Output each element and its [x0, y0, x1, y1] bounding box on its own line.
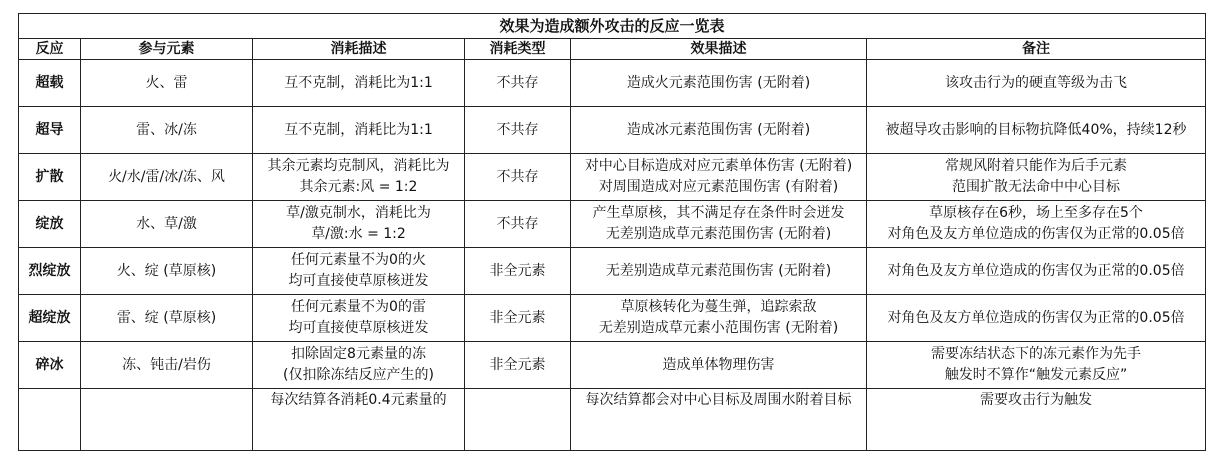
reaction-elements: 雷、绽 (草原核)	[81, 295, 253, 342]
note-line: 需要攻击行为触发	[980, 392, 1093, 408]
reaction-elements: 雷、冰/冻	[81, 107, 253, 154]
consume-type: 非全元素	[465, 295, 571, 342]
header-consume: 消耗描述	[253, 39, 465, 60]
table-row	[19, 154, 1206, 201]
consume-description-line: 任何元素量不为0的雷	[291, 299, 426, 315]
note	[867, 154, 1206, 201]
reaction-table	[18, 13, 1206, 451]
note	[867, 60, 1206, 107]
consume-type: 非全元素	[465, 342, 571, 389]
note-line: 草原核存在6秒，场上至多存在5个	[929, 205, 1143, 221]
note-line: 该攻击行为的硬直等级为击飞	[945, 74, 1128, 91]
effect-description-line: 产生草原核，其不满足存在条件时会迸发	[592, 205, 845, 221]
reaction-elements: 水、草/激	[81, 201, 253, 248]
consume-description	[253, 342, 465, 389]
reaction-name: 超载	[19, 60, 81, 107]
table-header-row	[19, 39, 1206, 60]
consume-description-line: (仅扣除冻结反应产生的)	[283, 367, 434, 383]
reaction-name: 烈绽放	[19, 248, 81, 295]
reaction-name: 超绽放	[19, 295, 81, 342]
table-row	[19, 295, 1206, 342]
note	[867, 389, 1206, 451]
effect-description	[571, 295, 867, 342]
consume-description	[253, 201, 465, 248]
header-reaction: 反应	[19, 39, 81, 60]
consume-description-line: 互不克制，消耗比为1:1	[284, 74, 433, 91]
consume-description-line: 均可直接使草原核迸发	[288, 273, 429, 289]
effect-description-line: 草原核转化为蔓生弹，追踪索敌	[620, 299, 817, 315]
note	[867, 342, 1206, 389]
consume-type: 不共存	[465, 107, 571, 154]
consume-type: 不共存	[465, 154, 571, 201]
note-line: 范围扩散无法命中中心目标	[952, 179, 1121, 195]
effect-description-line: 无差别造成草元素范围伤害 (无附着)	[605, 262, 832, 279]
reaction-name: 扩散	[19, 154, 81, 201]
effect-description-line: 造成火元素范围伤害 (无附着)	[626, 74, 811, 91]
header-effect: 效果描述	[571, 39, 867, 60]
note	[867, 295, 1206, 342]
consume-description-line: 其余元素均克制风，消耗比为	[267, 158, 450, 174]
consume-description	[253, 389, 465, 451]
note	[867, 107, 1206, 154]
effect-description-line: 造成单体物理伤害	[662, 356, 775, 373]
table-row	[19, 248, 1206, 295]
note	[867, 248, 1206, 295]
table-title-row	[19, 14, 1206, 39]
reaction-elements: 火/水/雷/冰/冻、风	[81, 154, 253, 201]
table-row	[19, 107, 1206, 154]
consume-description	[253, 107, 465, 154]
consume-description	[253, 60, 465, 107]
note-line: 对角色及友方单位造成的伤害仅为正常的0.05倍	[887, 309, 1185, 326]
effect-description	[571, 60, 867, 107]
consume-description	[253, 154, 465, 201]
consume-description-line: 任何元素量不为0的火	[291, 252, 426, 268]
reaction-elements: 火、雷	[81, 60, 253, 107]
consume-type: 不共存	[465, 201, 571, 248]
empty-cell	[19, 389, 81, 451]
reaction-name: 超导	[19, 107, 81, 154]
reaction-name: 绽放	[19, 201, 81, 248]
note-line: 常规风附着只能作为后手元素	[945, 158, 1128, 174]
note	[867, 201, 1206, 248]
effect-description	[571, 107, 867, 154]
effect-description-line: 每次结算都会对中心目标及周围水附着目标	[585, 392, 852, 408]
effect-description	[571, 248, 867, 295]
table-row	[19, 60, 1206, 107]
table-title: 效果为造成额外攻击的反应一览表	[19, 14, 1206, 39]
effect-description-line: 对中心目标造成对应元素单体伤害 (无附着)	[584, 158, 853, 174]
reaction-name: 碎冰	[19, 342, 81, 389]
header-type: 消耗类型	[465, 39, 571, 60]
note-line: 被超导攻击影响的目标物抗降低40%，持续12秒	[885, 121, 1187, 138]
effect-description	[571, 342, 867, 389]
effect-description-line: 造成冰元素范围伤害 (无附着)	[626, 121, 811, 138]
effect-description-line: 无差别造成草元素范围伤害 (无附着)	[605, 226, 832, 242]
note-line: 触发时不算作“触发元素反应”	[944, 367, 1128, 383]
consume-description-line: 互不克制，消耗比为1:1	[284, 121, 433, 138]
table-row	[19, 342, 1206, 389]
consume-type: 非全元素	[465, 248, 571, 295]
empty-cell	[81, 389, 253, 451]
table-row-partial	[19, 389, 1206, 451]
note-line: 对角色及友方单位造成的伤害仅为正常的0.05倍	[887, 262, 1185, 279]
effect-description	[571, 154, 867, 201]
consume-description-line: 均可直接使草原核迸发	[288, 320, 429, 336]
effect-description-line: 对周围造成对应元素范围伤害 (有附着)	[598, 179, 839, 195]
consume-description-line: 其余元素:风 = 1:2	[299, 179, 418, 195]
reaction-elements: 火、绽 (草原核)	[81, 248, 253, 295]
consume-description	[253, 295, 465, 342]
consume-type: 不共存	[465, 60, 571, 107]
empty-cell	[465, 389, 571, 451]
effect-description-line: 无差别造成草元素小范围伤害 (无附着)	[598, 320, 839, 336]
reaction-elements: 冻、钝击/岩伤	[81, 342, 253, 389]
consume-description-line: 草/激:水 = 1:2	[311, 226, 406, 242]
consume-description-line: 草/激克制水，消耗比为	[286, 205, 431, 221]
note-line: 对角色及友方单位造成的伤害仅为正常的0.05倍	[887, 226, 1185, 242]
effect-description	[571, 201, 867, 248]
consume-description-line: 每次结算各消耗0.4元素量的	[270, 392, 447, 408]
consume-description-line: 扣除固定8元素量的冻	[291, 346, 426, 362]
effect-description	[571, 389, 867, 451]
table-row	[19, 201, 1206, 248]
header-elements: 参与元素	[81, 39, 253, 60]
note-line: 需要冻结状态下的冻元素作为先手	[931, 346, 1142, 362]
header-note: 备注	[867, 39, 1206, 60]
consume-description	[253, 248, 465, 295]
